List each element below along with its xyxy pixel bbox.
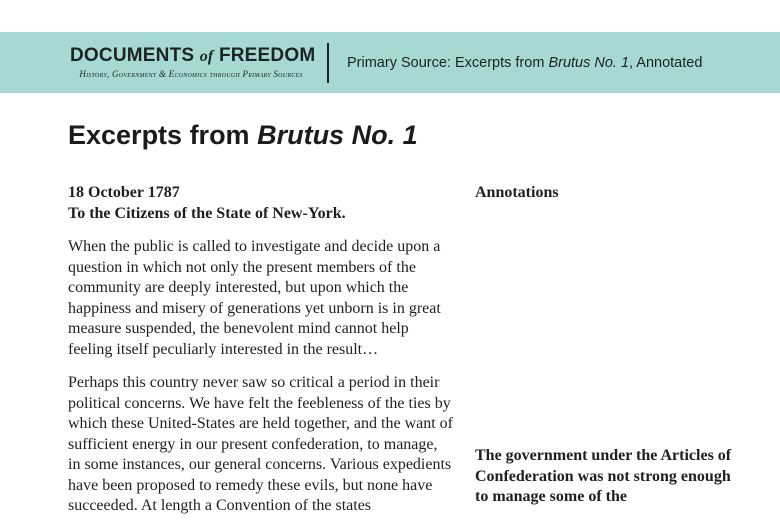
header-subtitle: [347, 55, 702, 71]
logo: [70, 45, 316, 79]
page-title-prefix: Excerpts from: [68, 120, 258, 150]
document-content: [0, 120, 780, 517]
logo-word-documents: DOCUMENTS: [70, 45, 195, 66]
logo-tagline: History, Government & Economics through Primary Sources: [79, 69, 303, 79]
page-title-source-name: Brutus No. 1: [257, 120, 418, 150]
document-page: [0, 32, 780, 517]
annotations-heading: Annotations: [475, 184, 559, 202]
logo-wordmark: [70, 45, 316, 66]
header-subtitle-prefix: Primary Source: Excerpts from: [347, 54, 549, 71]
logo-word-of: of: [199, 48, 214, 65]
header-divider: [327, 43, 329, 83]
two-column-layout: [68, 182, 740, 517]
logo-word-freedom: FREEDOM: [218, 45, 316, 66]
source-paragraph-2: Perhaps this country never saw so critical a period in their political concerns. We have felt the feebleness of the ties by which these United-States are held together, and the want of sufficient energy in our present confederation, to manage, in some instances, our general concerns. Various expedients have been proposed to remedy these evils, but none have succeeded. At length a Convention of the states: [68, 374, 454, 515]
header-subtitle-source-title: Brutus No. 1: [548, 54, 630, 71]
header-band: [0, 32, 780, 93]
source-paragraph-1: When the public is called to investigate and decide upon a question in which not only the present members of the community are deeply interested, but upon which the happiness and misery of generations yet unborn is in great measure suspended, the benevolent mind cannot help feeling itself peculiarly interested in the result…: [68, 238, 441, 358]
date-line: 18 October 1787: [68, 184, 180, 202]
annotation-note: The government under the Articles of Confederation was not strong enough to manage some of the: [475, 447, 732, 506]
annotations-column: [475, 182, 740, 517]
source-text-column: [68, 182, 453, 517]
salutation-line: To the Citizens of the State of New-York.: [68, 205, 346, 223]
page-title: [68, 120, 740, 151]
header-subtitle-suffix: , Annotated: [629, 54, 703, 71]
